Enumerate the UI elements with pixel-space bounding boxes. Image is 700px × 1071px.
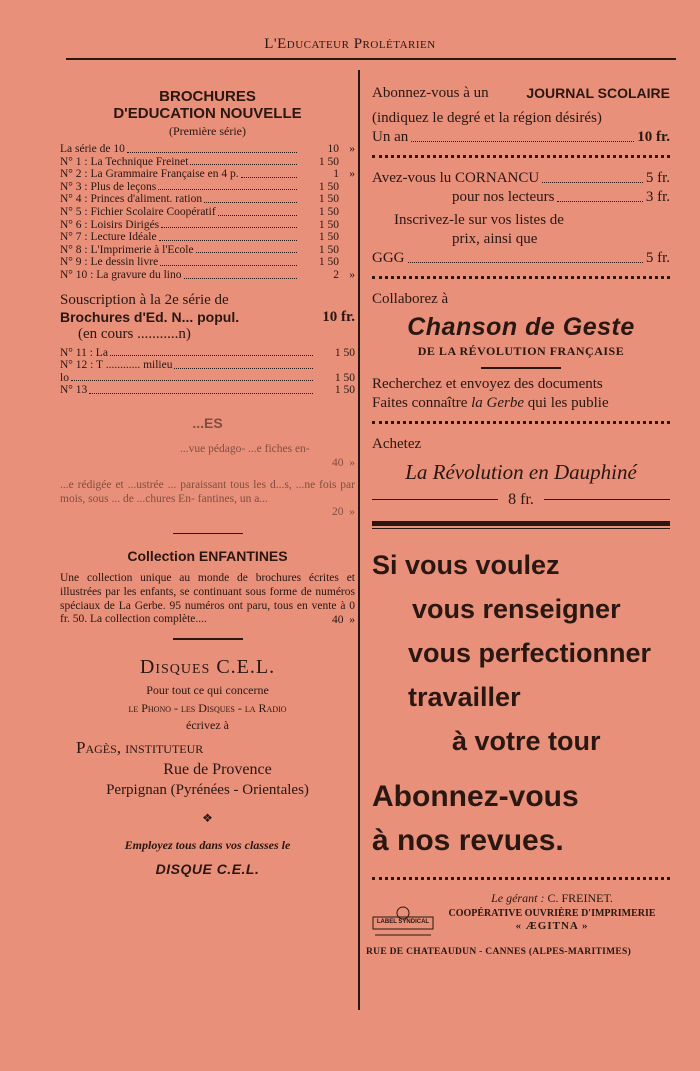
list-item [60, 347, 355, 360]
ornament-icon: ❖ [202, 810, 213, 825]
chanson-block: Collaborez à Chanson de Geste DE LA RÉVOLUTION FRANÇAISE Recherchez et envoyez des documents Faites connaître la Gerbe qui les publie [372, 291, 635, 411]
list-item-label: N° 2 : La Grammaire Française en 4 p. [60, 168, 239, 181]
list-item-price: 1 50 [334, 346, 355, 359]
list-item [60, 231, 355, 244]
cornancu-block: Avez-vous lu CORNANCU 5 fr. pour nos lecteurs 3 fr. Inscrivez-le sur vos listes de prix, ainsi que GGG 5 fr. [372, 170, 670, 266]
list-item-unit [339, 206, 355, 219]
list-item-label: lo [60, 371, 69, 384]
union-label-logo [372, 905, 434, 939]
list-item-unit [339, 193, 355, 206]
list-item-price: 1 50 [318, 243, 339, 256]
list-item-price [315, 359, 355, 372]
fiches-block: ...ES ...vue pédago- ...e fiches en- 40 » ...e rédigée et ...ustrée ... paraissant tous les d...s, ...ne fois par mois, sous ... de ...chures En- fantines, un a... 20 » [60, 414, 355, 519]
list-item-price: 1 50 [334, 371, 355, 384]
list-item-unit [339, 231, 355, 244]
list-item-price: 10 [327, 143, 339, 155]
list-item-price: 1 50 [318, 193, 339, 206]
list-item [60, 143, 355, 156]
list-item-unit: » [349, 268, 355, 281]
list-item-label: N° 1 : La Technique Freinet [60, 155, 189, 168]
disques-block: Disques C.E.L. Pour tout ce qui concerne le Phono - les Disques - la Radio écrivez à Pagès, instituteur Rue de Provence Perpignan (Pyrénées - Orientales) ❖ Employez tous dans vos classes le DISQUE C.E.L. [60, 656, 355, 877]
journal-block: Abonnez-vous à un JOURNAL SCOLAIRE (indiquez le degré et la région désirés) Un an 10 fr. [372, 85, 670, 145]
list-item [60, 193, 355, 206]
imprint-address: RUE DE CHATEAUDUN - CANNES (ALPES-MARITIMES) [366, 946, 632, 957]
list-item-label: N° 5 : Fichier Scolaire Coopératif [60, 205, 216, 218]
list-item-label: N° 11 : La [60, 346, 108, 359]
separator [173, 533, 243, 535]
column-divider [358, 70, 360, 1010]
list-item-price: 1 50 [318, 231, 339, 244]
list-item-label: N° 7 : Lecture Idéale [60, 231, 157, 244]
list-item [60, 384, 355, 397]
dotted-separator [372, 155, 670, 161]
enfantines-price: 40 [332, 613, 344, 626]
list-item [60, 156, 355, 169]
souscription-list [60, 347, 355, 397]
list-item-label: N° 9 : Le dessin livre [60, 256, 159, 269]
list-item [60, 359, 355, 372]
list-item-label: N° 13 [60, 384, 88, 397]
list-item-price: 1 [333, 168, 339, 181]
list-item [60, 244, 355, 257]
souscription-block: Souscription à la 2e série de Brochures d'Ed. N... popul. 10 fr. (en cours ...........n) [60, 291, 355, 342]
brochures-title: BROCHURES D'EDUCATION NOUVELLE [113, 88, 302, 122]
list-item-price: 1 50 [334, 384, 355, 397]
list-item-price: 1 50 [318, 205, 339, 218]
list-item [60, 219, 355, 232]
list-item [60, 181, 355, 194]
list-item [60, 256, 355, 269]
list-item-unit [339, 219, 355, 232]
enfantines-text: Une collection unique au monde de brochures écrites et illustrées par les enfants, se continuant sous forme de numéros spéciaux de La Gerbe. 95 numéros ont paru, tous en vente à 0 fr. 50. La collection complète.... [60, 572, 355, 626]
promo-block: Si vous voulez vous renseigner vous perfectionner travailler à votre tour Abonnez-vous à nos revues. [372, 549, 652, 857]
dotted-separator [372, 276, 670, 282]
list-item [60, 269, 355, 282]
list-item-price: 1 50 [318, 218, 339, 231]
list-item-unit: » [349, 143, 355, 155]
list-item-unit [339, 256, 355, 269]
dauphine-block: Achetez La Révolution en Dauphiné 8 fr. [372, 435, 670, 509]
dotted-separator [372, 421, 670, 427]
list-item [60, 372, 355, 385]
header-rule [66, 58, 676, 60]
list-item [60, 206, 355, 219]
list-item-label: N° 3 : Plus de leçons [60, 180, 157, 193]
brochures-subtitle: (Première série) [169, 124, 246, 138]
list-item-label: La série de 10 [60, 143, 125, 155]
thick-rule [372, 521, 670, 526]
list-item-unit [339, 244, 355, 257]
list-item-price: 2 [333, 268, 339, 281]
list-item-price: 1 50 [318, 180, 339, 193]
list-item-unit: » [349, 168, 355, 181]
enfantines-title: Collection ENFANTINES [127, 548, 288, 565]
list-item [60, 168, 355, 181]
list-item-unit [339, 156, 355, 169]
union-label-text: LABEL SYNDICAL [376, 918, 430, 925]
list-item-label: N° 12 : T ............ milieu [60, 359, 173, 372]
page-header: L'Educateur Prolétarien [264, 36, 436, 52]
list-item-label: N° 4 : Princes d'aliment. ration [60, 193, 203, 206]
separator [173, 638, 243, 640]
right-column [366, 84, 670, 957]
list-item-label: N° 6 : Loisirs Dirigés [60, 218, 160, 231]
list-item-unit [339, 181, 355, 194]
dotted-separator [372, 877, 670, 883]
list-item-price: 1 50 [318, 256, 339, 269]
brochures-list [60, 143, 355, 282]
list-item-price: 1 50 [318, 155, 339, 168]
list-item-label: N° 10 : La gravure du lino [60, 268, 182, 281]
list-item-label: N° 8 : L'Imprimerie à l'Ecole [60, 243, 194, 256]
left-column: BROCHURES D'EDUCATION NOUVELLE (Première série) La série de 10 10 » N° 1 : La Technique Freinet 1 50 N° 2 : La Grammaire Française en 4 p. 1 » N° 3 : Plus de leçons 1 50 N° 4 : Princes d'aliment. ration 1 50 N° 5 : Fichier Scolaire Coopératif 1 50 N° 6 : Loisirs Dirigés 1 50 N° 7 : Lecture Idéale 1 50 N° 8 : L'Imprimerie à l'Ecole 1 50 N° 9 : Le dessin livre 1 50 N° 10 : La gravure du lino 2 » Souscription à la 2e série de Brochures d'Ed. N... popul. 10 fr. (en cours ...........n) N° 11 : La 1 50 N° 12 : T ............ milieu lo 1 50 N° 13 1 50 ...ES ...vue pédago- ...e fiches en- 40 » ...e rédigée et ...ustrée ... paraissant tous les d...s, ...ne fois par mois, sous ... de ...chures En- fantines, un a... 20 » Collection ENFANTINES Une collection unique au monde de brochures écrites et illustrées par les enfants, se continuant sous forme de numéros spéciaux de La Gerbe. 95 numéros ont paru, tous en vente à 0 fr. 50. La collection complète.... 40 » Disques C.E.L. Pour tout ce qui concerne le Phono - les Disques - la Radio écrivez à Pagès, instituteur Rue de Provence Perpignan (Pyrénées - Orientales) ❖ Employez tous dans vos classes le DISQUE C.E.L. [60, 88, 355, 877]
imprint-block: LABEL SYNDICAL Le gérant : C. FREINET. COOPÉRATIVE OUVRIÈRE D'IMPRIMERIE « ÆGITNA » [372, 891, 670, 939]
